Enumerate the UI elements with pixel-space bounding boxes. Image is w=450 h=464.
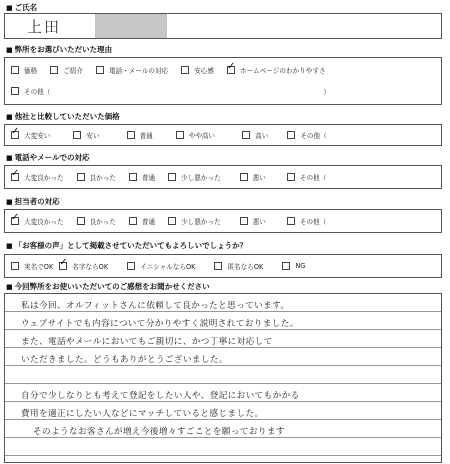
- comment-line: ウェブサイトでも内容について分かりやすく説明されておりました。: [21, 319, 299, 329]
- q2-heading: ■ 他社と比較していただいた価格: [6, 111, 120, 122]
- checkbox[interactable]: [287, 173, 295, 181]
- checkbox[interactable]: [73, 131, 81, 139]
- q2-option-normal[interactable]: 普通: [127, 130, 153, 140]
- checkbox[interactable]: [129, 217, 137, 225]
- checkbox-checked[interactable]: [11, 131, 19, 139]
- q5-option-ng[interactable]: NG: [282, 262, 305, 270]
- name-value: 上田: [27, 18, 62, 36]
- checkbox[interactable]: [214, 262, 222, 270]
- q4-heading: ■ 担当者の対応: [6, 196, 60, 207]
- q5-option-surname[interactable]: ✓ 名字ならOK: [59, 261, 108, 271]
- q2-option-high[interactable]: 高い: [242, 130, 268, 140]
- checkbox[interactable]: [176, 131, 184, 139]
- q3-box: [4, 165, 442, 189]
- q6-heading: ■ 今回弊所をお使いいただいてのご感想をお聞かせください: [6, 281, 210, 292]
- q1-option-referral[interactable]: ご紹介: [50, 65, 83, 75]
- q2-box: [4, 124, 442, 146]
- checkbox[interactable]: [240, 217, 248, 225]
- q5-box: [4, 254, 442, 278]
- checkbox[interactable]: [77, 173, 85, 181]
- checkbox[interactable]: [240, 173, 248, 181]
- q1-option-price[interactable]: 価格: [11, 65, 37, 75]
- q1-heading: ■ 弊所をお選びいただいた理由: [6, 44, 112, 55]
- q4-box: [4, 209, 442, 233]
- comment-line: 自分で少しなりとも考えて登記をしたい人や、登記においてもかかる: [21, 391, 300, 401]
- q1-option-website[interactable]: ✓ ホームページのわかりやすさ: [227, 65, 326, 75]
- q3-heading: ■ 電話やメールでの対応: [6, 152, 89, 163]
- comment-line: 私は今回、オルフィットさんに依頼して良かったと思っています。: [21, 301, 290, 311]
- checkbox[interactable]: [287, 131, 295, 139]
- checkbox[interactable]: [242, 131, 250, 139]
- q2-option-very-cheap[interactable]: ✓ 大変安い: [11, 130, 50, 140]
- q3-option-good[interactable]: 良かった: [77, 172, 116, 182]
- checkbox[interactable]: [168, 217, 176, 225]
- checkbox-checked[interactable]: [59, 262, 67, 270]
- q3-option-normal[interactable]: 普通: [129, 172, 155, 182]
- q1-option-reassurance[interactable]: 安心感: [181, 65, 214, 75]
- q3-option-other[interactable]: その他（: [287, 172, 326, 182]
- q1-option-other[interactable]: その他（: [11, 86, 50, 96]
- name-heading: ■ ご氏名: [6, 2, 37, 13]
- comment-line: また、電話やメールにおいてもご親切に、かつ丁寧に対応して: [21, 337, 273, 347]
- comment-line: そのようなお客さんが増え今後増々すごことを願っております: [33, 427, 285, 437]
- q3-option-very-good[interactable]: ✓ 大変良かった: [11, 172, 64, 182]
- checkbox[interactable]: [287, 217, 295, 225]
- checkbox[interactable]: [50, 66, 58, 74]
- checkbox-checked[interactable]: [11, 217, 19, 225]
- q5-heading: ■ 「お客様の声」として掲載させていただいてもよろしいでしょうか？: [6, 240, 247, 251]
- checkbox[interactable]: [11, 262, 19, 270]
- redaction-block: [95, 14, 167, 38]
- checkbox[interactable]: [129, 173, 137, 181]
- q3-option-bad[interactable]: 悪い: [240, 172, 266, 182]
- q4-option-other[interactable]: その他（: [287, 216, 326, 226]
- q5-option-initials[interactable]: イニシャルならOK: [127, 261, 195, 271]
- checkbox-checked[interactable]: [11, 173, 19, 181]
- comment-line: いただきました。どうもありがとうございました。: [21, 355, 228, 365]
- checkbox[interactable]: [127, 131, 135, 139]
- checkbox[interactable]: [96, 66, 104, 74]
- checkbox[interactable]: [127, 262, 135, 270]
- checkbox[interactable]: [77, 217, 85, 225]
- comment-box: [4, 293, 442, 463]
- checkbox[interactable]: [168, 173, 176, 181]
- q2-option-cheap[interactable]: 安い: [73, 130, 99, 140]
- q1-box: 価格 ご紹介 電話・メールの対応 安心感 ✓ ホームページのわかりやすさ その他（ ）: [4, 57, 442, 105]
- q5-option-real-name[interactable]: 実名でOK: [11, 261, 53, 271]
- q3-option-slightly-bad[interactable]: 少し悪かった: [168, 172, 221, 182]
- comment-line: 費用を適正にしたい人などにマッチしていると感じました。: [21, 409, 264, 419]
- q2-option-somewhat-high[interactable]: やや高い: [176, 130, 215, 140]
- q4-option-bad[interactable]: 悪い: [240, 216, 266, 226]
- q4-option-normal[interactable]: 普通: [129, 216, 155, 226]
- checkbox[interactable]: [11, 87, 19, 95]
- q4-option-slightly-bad[interactable]: 少し悪かった: [168, 216, 221, 226]
- checkbox[interactable]: [181, 66, 189, 74]
- q5-option-anonymous[interactable]: 匿名ならOK: [214, 261, 263, 271]
- checkbox[interactable]: [282, 262, 290, 270]
- q4-option-good[interactable]: 良かった: [77, 216, 116, 226]
- q2-option-other[interactable]: その他（: [287, 130, 326, 140]
- q4-option-very-good[interactable]: ✓ 大変良かった: [11, 216, 64, 226]
- checkbox-checked[interactable]: [227, 66, 235, 74]
- checkbox[interactable]: [11, 66, 19, 74]
- name-field: [4, 13, 442, 39]
- q1-option-phone-mail[interactable]: 電話・メールの対応: [96, 65, 168, 75]
